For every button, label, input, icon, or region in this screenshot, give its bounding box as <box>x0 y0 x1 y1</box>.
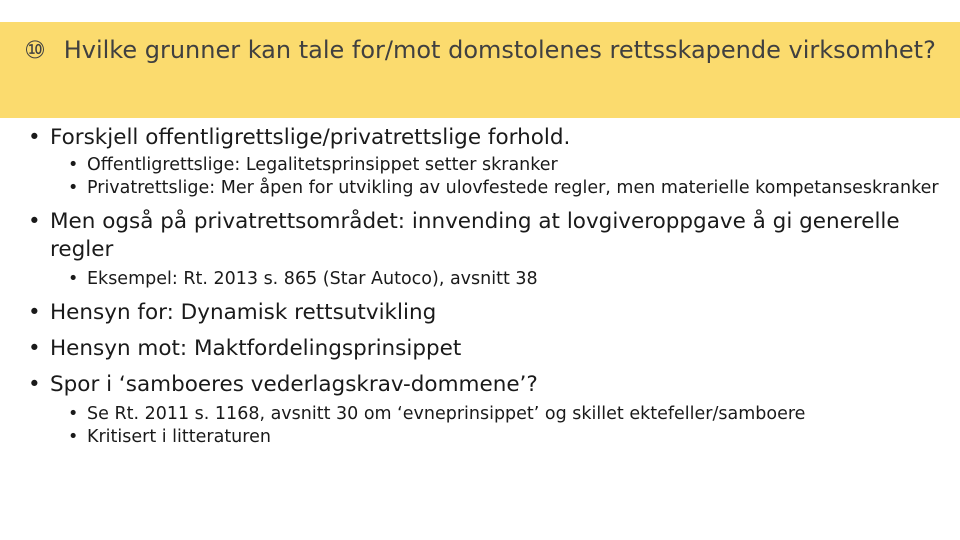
slide-title-text: Hvilke grunner kan tale for/mot domstolenes rettsskapende virksomhet? <box>63 36 936 64</box>
bullet-1-sub-1 <box>68 154 948 177</box>
bullet-2-sub-1 <box>68 268 948 291</box>
bullet-5-sub-2 <box>68 426 948 449</box>
bullet-2-sub-1-text: Eksempel: Rt. 2013 s. 865 (Star Autoco), avsnitt 38 <box>87 269 538 289</box>
slide-content <box>28 124 948 449</box>
bullet-2-text: Men også på privatrettsområdet: innvending at lovgiveroppgave å gi generelle regler <box>50 209 900 262</box>
bullet-marker: • <box>28 300 41 325</box>
bullet-1-sub-2 <box>68 177 948 200</box>
slide-title <box>0 34 960 67</box>
bullet-1-sub-1-text: Offentligrettslige: Legalitetsprinsippet setter skranker <box>87 155 558 175</box>
bullet-2 <box>28 208 948 264</box>
bullet-3 <box>28 299 948 327</box>
bullet-4 <box>28 335 948 363</box>
bullet-marker: • <box>28 336 41 361</box>
bullet-5-sub-1 <box>68 403 948 426</box>
bullet-3-text: Hensyn for: Dynamisk rettsutvikling <box>50 300 437 325</box>
bullet-4-text: Hensyn mot: Maktfordelingsprinsippet <box>50 336 462 361</box>
sub-bullet-marker: • <box>68 178 79 198</box>
bullet-1 <box>28 124 948 152</box>
slide-number: ⑩ <box>24 36 46 64</box>
bullet-marker: • <box>28 372 41 397</box>
sub-bullet-marker: • <box>68 404 79 424</box>
bullet-1-sub-2-text: Privatrettslige: Mer åpen for utvikling av ulovfestede regler, men materielle kompetanseskranker <box>87 178 939 198</box>
bullet-5 <box>28 371 948 399</box>
bullet-5-sub-1-text: Se Rt. 2011 s. 1168, avsnitt 30 om ‘evneprinsippet’ og skillet ektefeller/samboere <box>87 404 806 424</box>
bullet-marker: • <box>28 209 41 234</box>
bullet-5-text: Spor i ‘samboeres vederlagskrav-dommene’? <box>50 372 538 397</box>
bullet-1-text: Forskjell offentligrettslige/privatrettslige forhold. <box>50 125 571 150</box>
bullet-5-sub-2-text: Kritisert i litteraturen <box>87 427 271 447</box>
sub-bullet-marker: • <box>68 427 79 447</box>
bullet-marker: • <box>28 125 41 150</box>
sub-bullet-marker: • <box>68 155 79 175</box>
sub-bullet-marker: • <box>68 269 79 289</box>
